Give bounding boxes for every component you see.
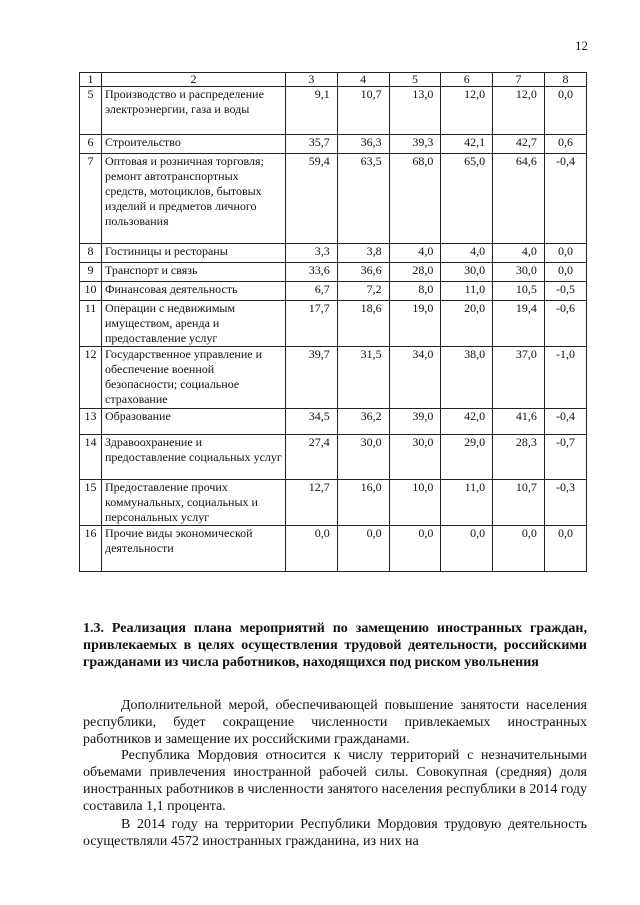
value-cell: 0,6 — [544, 135, 586, 154]
value-cell: 41,6 — [493, 409, 545, 435]
value-cell: 10,7 — [337, 87, 389, 135]
value-cell: 18,6 — [337, 301, 389, 347]
value-cell: 3,8 — [337, 244, 389, 263]
value-cell: 31,5 — [337, 347, 389, 409]
economic-activity-table — [79, 72, 587, 572]
value-cell: 42,0 — [441, 409, 493, 435]
value-cell: 10,7 — [493, 480, 545, 526]
value-cell: 0,0 — [544, 87, 586, 135]
table-row — [80, 480, 587, 526]
table-row — [80, 526, 587, 572]
value-cell: 19,0 — [389, 301, 441, 347]
value-cell: 29,0 — [441, 435, 493, 480]
row-number-cell: 15 — [80, 480, 102, 526]
row-number-cell: 11 — [80, 301, 102, 347]
value-cell: 34,0 — [389, 347, 441, 409]
row-number-cell: 9 — [80, 263, 102, 282]
header-cell: 3 — [286, 73, 338, 87]
value-cell: 0,0 — [544, 244, 586, 263]
value-cell: 16,0 — [337, 480, 389, 526]
value-cell: 10,5 — [493, 282, 545, 301]
value-cell: 4,0 — [493, 244, 545, 263]
row-number-cell: 10 — [80, 282, 102, 301]
row-number-cell: 8 — [80, 244, 102, 263]
page-number: 12 — [575, 38, 588, 53]
table-row — [80, 282, 587, 301]
value-cell: 39,0 — [389, 409, 441, 435]
activity-name-cell: Предоставление прочих коммунальных, социальных и персональных услуг — [102, 480, 286, 526]
value-cell: -0,3 — [544, 480, 586, 526]
value-cell: 36,6 — [337, 263, 389, 282]
value-cell: 30,0 — [389, 435, 441, 480]
value-cell: 0,0 — [544, 526, 586, 572]
value-cell: -0,4 — [544, 409, 586, 435]
value-cell: 3,3 — [286, 244, 338, 263]
value-cell: 0,0 — [493, 526, 545, 572]
value-cell: 36,3 — [337, 135, 389, 154]
value-cell: 0,0 — [337, 526, 389, 572]
paragraph: Дополнительной мерой, обеспечивающей повышение занятости населения республики, будет сокращение численности привлекаемых иностранных работников и замещение их российскими гражданами. — [83, 698, 587, 747]
activity-name-cell: Прочие виды экономической деятельности — [102, 526, 286, 572]
header-cell: 7 — [493, 73, 545, 87]
value-cell: 12,0 — [441, 87, 493, 135]
table-row — [80, 301, 587, 347]
header-cell: 1 — [80, 73, 102, 87]
table-row — [80, 263, 587, 282]
value-cell: 39,3 — [389, 135, 441, 154]
table-row — [80, 435, 587, 480]
value-cell: 28,3 — [493, 435, 545, 480]
row-number-cell: 5 — [80, 87, 102, 135]
value-cell: 68,0 — [389, 154, 441, 244]
value-cell: 20,0 — [441, 301, 493, 347]
value-cell: 30,0 — [441, 263, 493, 282]
value-cell: 9,1 — [286, 87, 338, 135]
value-cell: 38,0 — [441, 347, 493, 409]
value-cell: 10,0 — [389, 480, 441, 526]
value-cell: 0,0 — [441, 526, 493, 572]
value-cell: 13,0 — [389, 87, 441, 135]
value-cell: 39,7 — [286, 347, 338, 409]
value-cell: -1,0 — [544, 347, 586, 409]
value-cell: 4,0 — [389, 244, 441, 263]
table-row — [80, 347, 587, 409]
section-title: 1.3. Реализация плана мероприятий по замещению иностранных граждан, привлекаемых в целях осуществления трудовой деятельности, российскими гражданами из числа работников, находящихся под риском увольнения — [83, 621, 587, 670]
value-cell: 0,0 — [544, 263, 586, 282]
row-number-cell: 7 — [80, 154, 102, 244]
value-cell: 8,0 — [389, 282, 441, 301]
activity-name-cell: Здравоохранение и предоставление социальных услуг — [102, 435, 286, 480]
row-number-cell: 14 — [80, 435, 102, 480]
value-cell: 19,4 — [493, 301, 545, 347]
value-cell: 0,0 — [389, 526, 441, 572]
value-cell: 12,0 — [493, 87, 545, 135]
value-cell: 11,0 — [441, 480, 493, 526]
activity-name-cell: Гостиницы и рестораны — [102, 244, 286, 263]
value-cell: -0,4 — [544, 154, 586, 244]
value-cell: 0,0 — [286, 526, 338, 572]
value-cell: 64,6 — [493, 154, 545, 244]
table-header-row — [80, 73, 587, 87]
value-cell: 36,2 — [337, 409, 389, 435]
value-cell: 27,4 — [286, 435, 338, 480]
value-cell: 11,0 — [441, 282, 493, 301]
value-cell: 35,7 — [286, 135, 338, 154]
table-row — [80, 154, 587, 244]
value-cell: 65,0 — [441, 154, 493, 244]
value-cell: 7,2 — [337, 282, 389, 301]
value-cell: 30,0 — [337, 435, 389, 480]
header-cell: 2 — [102, 73, 286, 87]
header-cell: 8 — [544, 73, 586, 87]
value-cell: 42,7 — [493, 135, 545, 154]
value-cell: 4,0 — [441, 244, 493, 263]
header-cell: 5 — [389, 73, 441, 87]
value-cell: -0,5 — [544, 282, 586, 301]
table-row — [80, 244, 587, 263]
row-number-cell: 16 — [80, 526, 102, 572]
value-cell: 34,5 — [286, 409, 338, 435]
row-number-cell: 12 — [80, 347, 102, 409]
activity-name-cell: Операции с недвижимым имуществом, аренда и предоставление услуг — [102, 301, 286, 347]
value-cell: 37,0 — [493, 347, 545, 409]
value-cell: 28,0 — [389, 263, 441, 282]
table-row — [80, 87, 587, 135]
paragraph: В 2014 году на территории Республики Мордовия трудовую деятельность осуществляли 4572 иностранных гражданина, из них на — [83, 817, 587, 849]
value-cell: 17,7 — [286, 301, 338, 347]
row-number-cell: 13 — [80, 409, 102, 435]
value-cell: 33,6 — [286, 263, 338, 282]
activity-name-cell: Транспорт и связь — [102, 263, 286, 282]
activity-name-cell: Оптовая и розничная торговля; ремонт автотранспортных средств, мотоциклов, бытовых изделий и предметов личного пользования — [102, 154, 286, 244]
value-cell: 6,7 — [286, 282, 338, 301]
value-cell: 12,7 — [286, 480, 338, 526]
activity-name-cell: Финансовая деятельность — [102, 282, 286, 301]
value-cell: -0,7 — [544, 435, 586, 480]
value-cell: 59,4 — [286, 154, 338, 244]
activity-name-cell: Государственное управление и обеспечение военной безопасности; социальное страхование — [102, 347, 286, 409]
value-cell: 42,1 — [441, 135, 493, 154]
paragraph: Республика Мордовия относится к числу территорий с незначительными объемами привлечения иностранной рабочей силы. Совокупная (средняя) доля иностранных работников в численности занятого населения республики в 2014 году составила 1,1 процента. — [83, 748, 587, 814]
header-cell: 4 — [337, 73, 389, 87]
table-row — [80, 135, 587, 154]
value-cell: 63,5 — [337, 154, 389, 244]
activity-name-cell: Строительство — [102, 135, 286, 154]
row-number-cell: 6 — [80, 135, 102, 154]
table-row — [80, 409, 587, 435]
activity-name-cell: Производство и распределение электроэнергии, газа и воды — [102, 87, 286, 135]
value-cell: -0,6 — [544, 301, 586, 347]
value-cell: 30,0 — [493, 263, 545, 282]
activity-name-cell: Образование — [102, 409, 286, 435]
header-cell: 6 — [441, 73, 493, 87]
